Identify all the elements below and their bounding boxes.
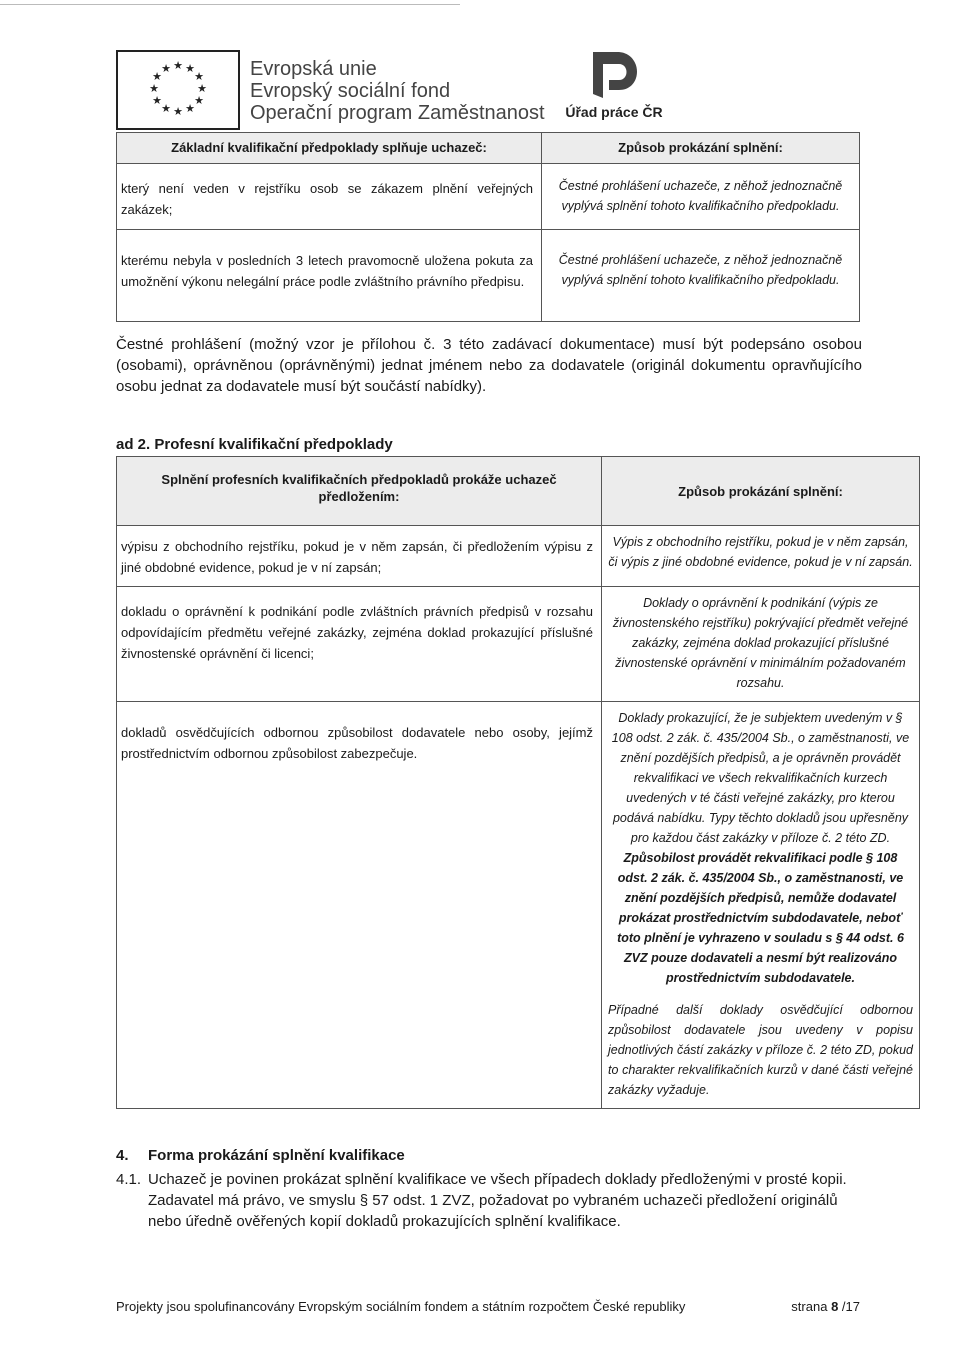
urad-prace-name: Úřad práce ČR: [565, 104, 663, 120]
page-current: 8: [831, 1299, 839, 1314]
svg-text:★: ★: [161, 102, 171, 115]
eu-program-text: [250, 58, 545, 124]
table1-header-right: Způsob prokázání splnění:: [542, 133, 860, 164]
eu-line-1: Evropská unie: [250, 58, 377, 80]
section4-item-rest: Zadavatel má právo, ve smyslu § 57 odst. 1 ZVZ, požadovat po vybraném uchazeči předložení originálů nebo úředně ověřených kopií dokladů prokazujících splnění kvalifikace.: [148, 1192, 838, 1230]
eu-logo: [116, 50, 240, 130]
table-row: [117, 230, 860, 322]
svg-text:★: ★: [173, 105, 183, 118]
section4-item-line1: Uchazeč je povinen prokázat splnění kvalifikace ve všech případech doklady předloženými v prosté kopii.: [148, 1171, 847, 1188]
section4-heading: [116, 1145, 866, 1166]
svg-text:★: ★: [185, 102, 195, 115]
table1-header-left: Základní kvalifikační předpoklady splňuje uchazeč:: [117, 133, 542, 164]
table-row: [117, 164, 860, 230]
svg-text:★: ★: [149, 82, 159, 95]
page-prefix: strana: [791, 1299, 828, 1314]
eu-line-3: Operační program Zaměstnanost: [250, 102, 545, 124]
table2-row3-left: dokladů osvědčujících odbornou způsobilost dodavatele nebo osoby, jejímž prostřednictvím odbornou způsobilost zabezpečuje.: [117, 702, 602, 1109]
svg-text:★: ★: [194, 70, 204, 83]
table2-header-right: Způsob prokázání splnění:: [602, 457, 920, 526]
table2-row3-right-p1: Doklady prokazující, že je subjektem uvedeným v § 108 odst. 2 zák. č. 435/2004 Sb., o zaměstnanosti, ve znění pozdějších předpisů, a je oprávněn provádět rekvalifikaci ve všech rekvalifikačních kurzech uvedených v té části veřejné zakázky, pro kterou podává nabídku. Typy těchto dokladů jsou upřesněny pro každou část zakázky v příloze č. 2 této ZD.: [611, 711, 910, 845]
svg-text:★: ★: [197, 82, 207, 95]
table1-row1-right: Čestné prohlášení uchazeče, z něhož jednoznačně vyplývá splnění tohoto kvalifikačního předpokladu.: [542, 164, 860, 230]
urad-prace-emblem-icon: [589, 50, 641, 100]
footer-funding-note: Projekty jsou spolufinancovány Evropským sociálním fondem a státním rozpočtem České republiky: [116, 1299, 686, 1314]
svg-text:★: ★: [173, 59, 183, 72]
table-row: [117, 587, 920, 702]
spacer: [608, 988, 913, 1000]
table2-row3-right-p3: Případné další doklady osvědčující odbornou způsobilost dodavatele jsou uvedeny v popisu jednotlivých částí zakázky v příloze č. 2 této ZD, pokud to charakter rekvalifikačních kurzů v dané části veřejné zakázky vyžaduje.: [608, 1003, 913, 1097]
table1-row2-left: kterému nebyla v posledních 3 letech pravomocně uložena pokuta za umožnění výkonu nelegální práce podle zvláštního právního předpisu.: [117, 230, 542, 322]
page-total: /17: [841, 1299, 860, 1314]
urad-prace-logo: [559, 50, 669, 130]
professional-qualification-table: [116, 456, 920, 1109]
top-rule: [0, 4, 460, 5]
page-number: [791, 1299, 860, 1314]
section4-item-number: 4.1.: [116, 1171, 142, 1188]
basic-qualification-table: [116, 132, 860, 322]
table2-row3-right-p2: Způsobilost provádět rekvalifikaci podle § 108 odst. 2 zák. č. 435/2004 Sb., o zaměstnanosti, ve znění pozdějších předpisů, nemůže dodavatel prokázat prostřednictvím subdodavatele, neboť toto plnění je vyhrazeno v souladu s § 44 odst. 6 ZVZ pouze dodavateli a nesmí být realizováno prostřednictvím subdodavatele.: [617, 851, 904, 985]
table1-row1-left: který není veden v rejstříku osob se zákazem plnění veřejných zakázek;: [117, 164, 542, 230]
table2-row2-left: dokladu o oprávnění k podnikání podle zvláštních právních předpisů v rozsahu odpovídajícím předmětu veřejné zakázky, zejména doklad prokazující příslušné živnostenské oprávnění či licenci;: [117, 587, 602, 702]
table2-row1-right: Výpis z obchodního rejstříku, pokud je v něm zapsán, či výpis z jiné obdobné evidence, pokud je v ní zapsán.: [602, 526, 920, 587]
section4-title: Forma prokázání splnění kvalifikace: [148, 1147, 405, 1164]
svg-text:★: ★: [152, 94, 162, 107]
declaration-paragraph: Čestné prohlášení (možný vzor je přílohou č. 3 této zadávací dokumentace) musí být podepsáno osobou (osobami), oprávněnou (oprávněnými) jednat jménem nebo za dodavatele (originál dokumentu opravňujícího osobu jednat za dodavatele musí být součástí nabídky).: [116, 336, 862, 395]
table-row: [117, 526, 920, 587]
ad2-heading: ad 2. Profesní kvalifikační předpoklady: [116, 436, 393, 453]
eu-stars-icon: [118, 52, 238, 128]
svg-text:★: ★: [152, 70, 162, 83]
svg-text:★: ★: [161, 62, 171, 75]
table2-row2-right: Doklady o oprávnění k podnikání (výpis ze živnostenského rejstříku) pokrývající předmět veřejné zakázky, zejména doklad prokazující příslušné živnostenské oprávnění v minimálním požadovaném rozsahu.: [602, 587, 920, 702]
svg-text:★: ★: [194, 94, 204, 107]
section4-number: 4.: [116, 1147, 129, 1164]
eu-line-2: Evropský sociální fond: [250, 80, 451, 102]
table2-row1-left: výpisu z obchodního rejstříku, pokud je v něm zapsán, či předložením výpisu z jiné obdobné evidence, pokud je v ní zapsán;: [117, 526, 602, 587]
section4-item: [116, 1169, 866, 1232]
table2-row3-right: [602, 702, 920, 1109]
table2-header-left: Splnění profesních kvalifikačních předpokladů prokáže uchazeč předložením:: [117, 457, 602, 526]
table-row: [117, 702, 920, 1109]
svg-text:★: ★: [185, 62, 195, 75]
table1-row2-right: Čestné prohlášení uchazeče, z něhož jednoznačně vyplývá splnění tohoto kvalifikačního předpokladu.: [542, 230, 860, 322]
document-header: [116, 50, 676, 132]
